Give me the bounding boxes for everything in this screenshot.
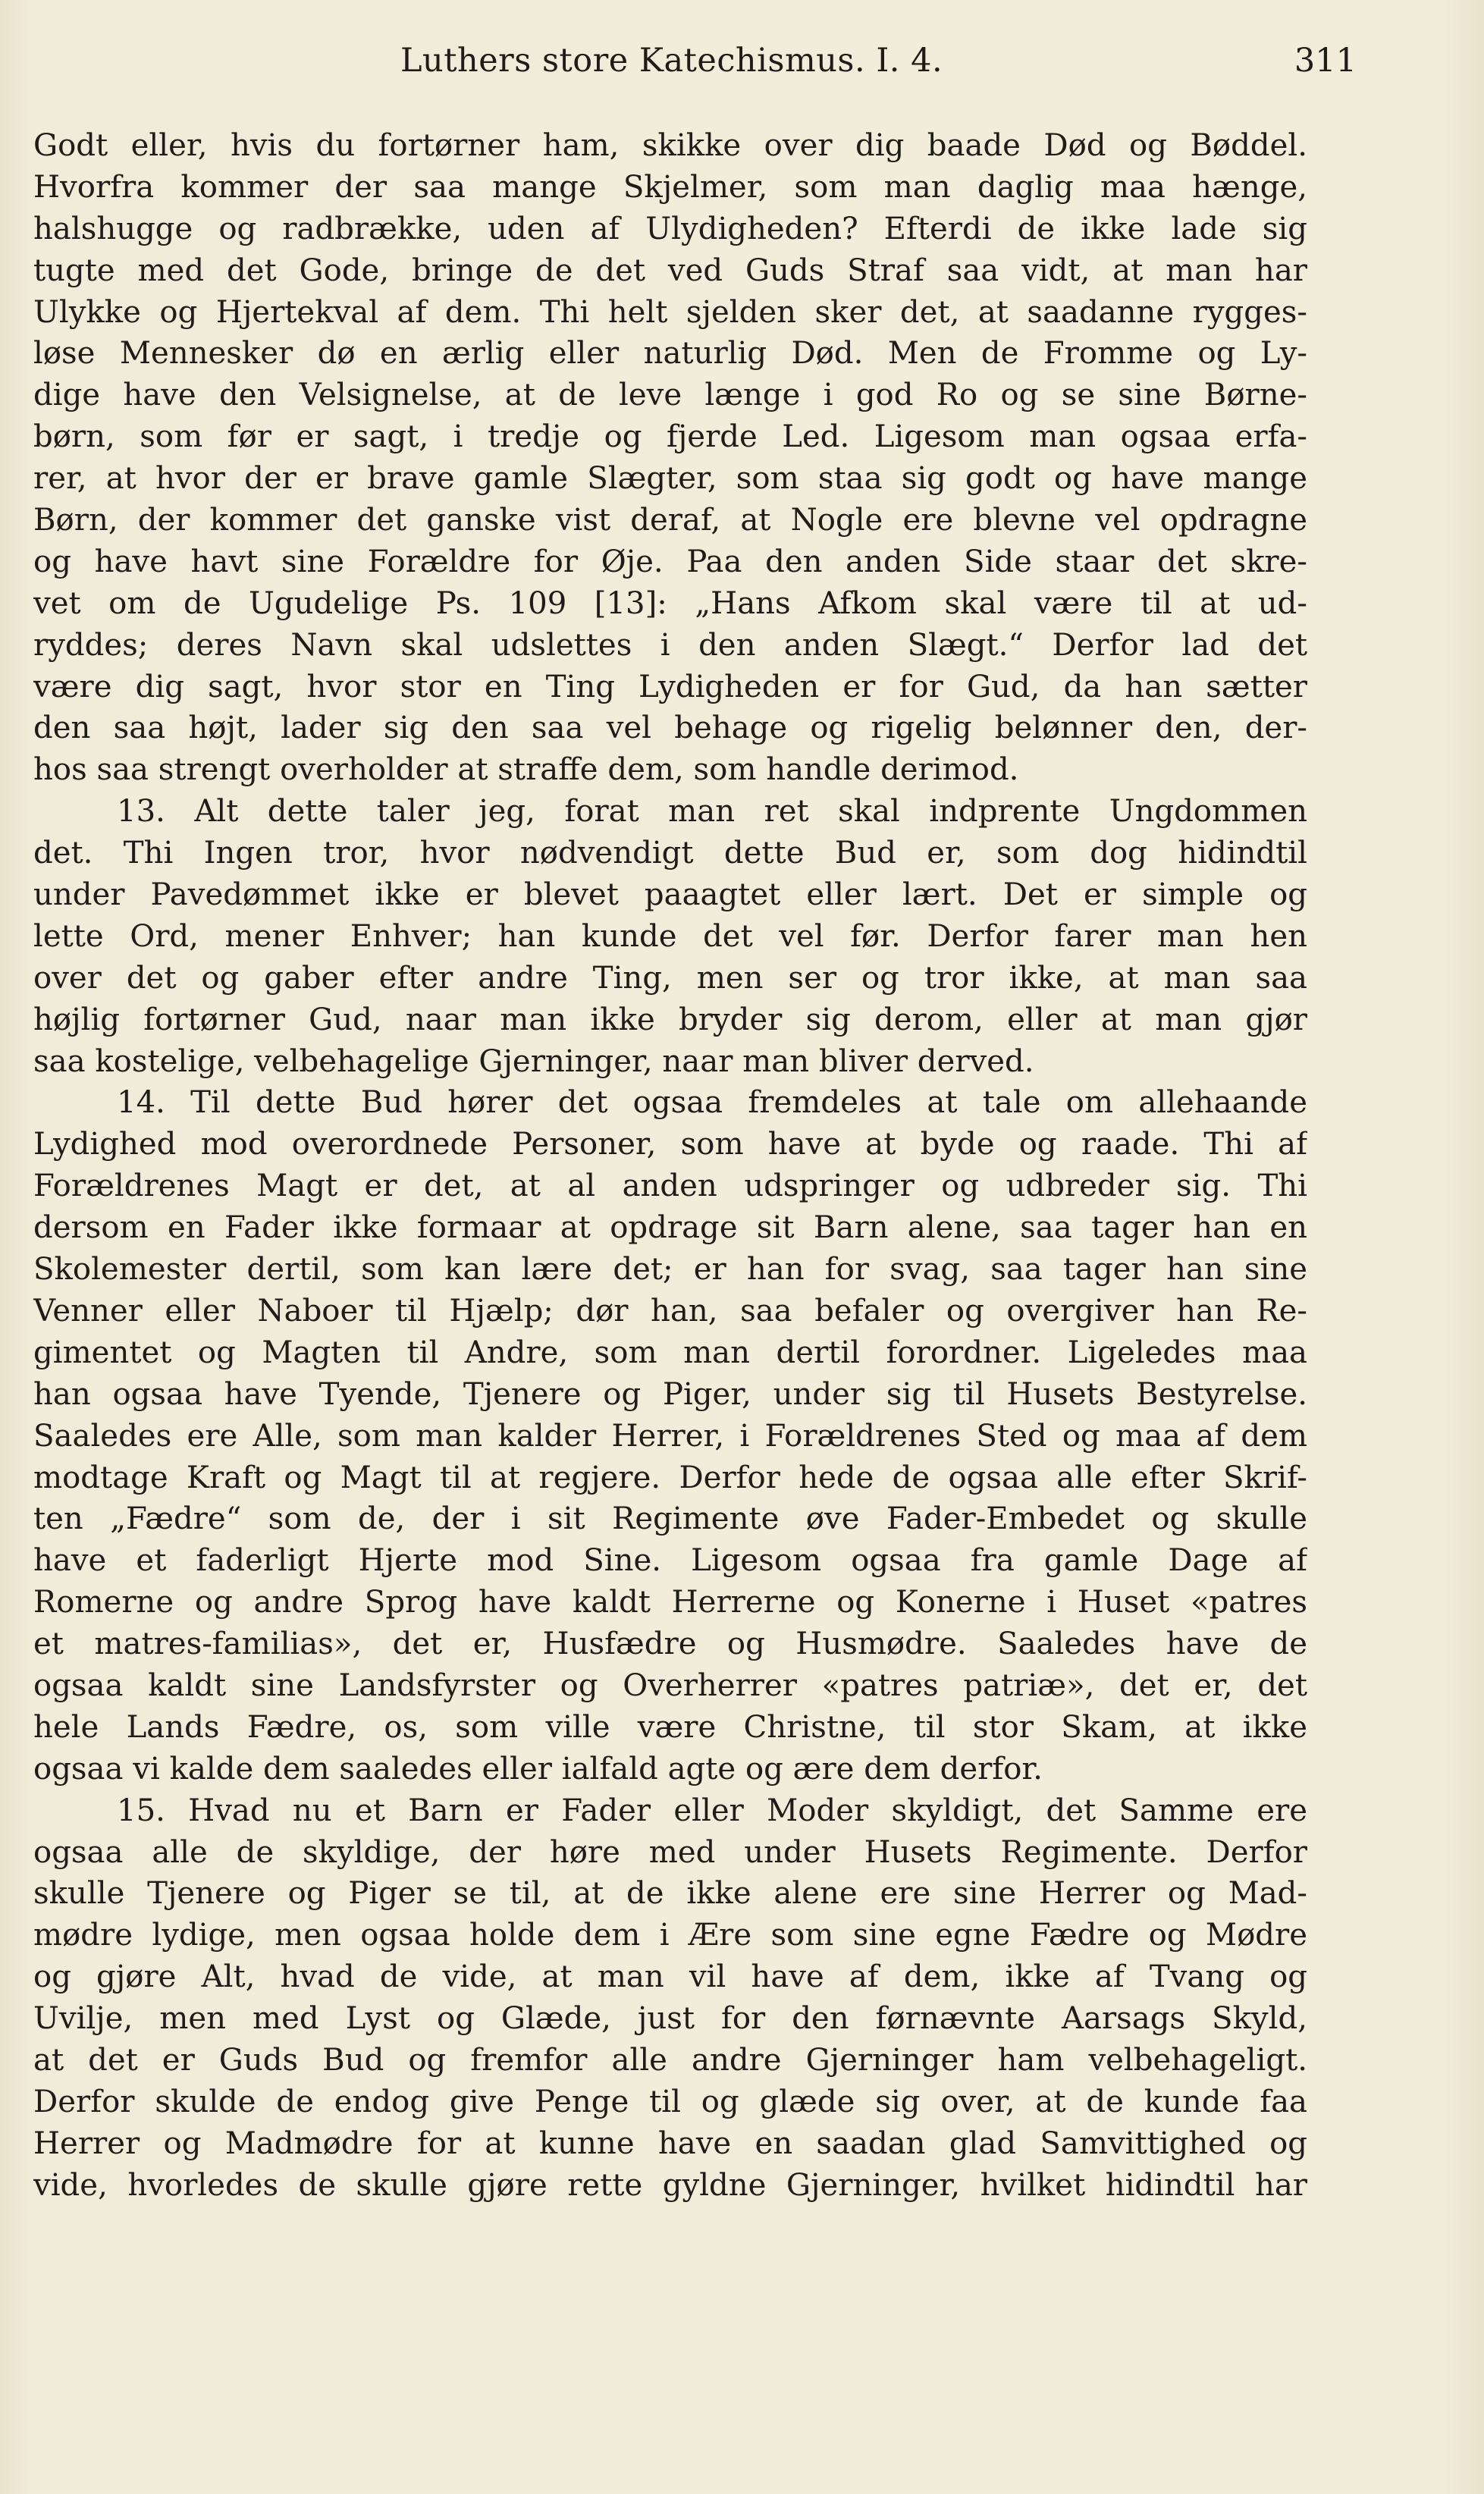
text-line: modtage Kraft og Magt til at regjere. Derfor hede de ogsaa alle efter Skrif- [33,1460,1307,1495]
text-line: Ulykke og Hjertekval af dem. Thi helt sjelden sker det, at saadanne rygges- [33,294,1307,330]
text-line: Skolemester dertil, som kan lære det; er han for svag, saa tager han sine [33,1252,1307,1288]
paragraph-start-line: 15. Hvad nu et Barn er Fader eller Moder skyldigt, det Samme ere [117,1793,1307,1828]
text-line: og gjøre Alt, hvad de vide, at man vil have af dem, ikke af Tvang og [33,1959,1307,1995]
text-line: børn, som før er sagt, i tredje og fjerde Led. Ligesom man ogsaa erfa- [33,419,1307,455]
text-line: den saa højt, lader sig den saa vel behage og rigelig belønner den, der- [33,711,1307,746]
text-line: Forældrenes Magt er det, at al anden udspringer og udbreder sig. Thi [33,1169,1307,1204]
text-line: gimentet og Magten til Andre, som man dertil forordner. Ligeledes maa [33,1335,1307,1370]
text-line: Lydighed mod overordnede Personer, som have at byde og raade. Thi af [33,1127,1307,1162]
text-line: have et faderligt Hjerte mod Sine. Ligesom ogsaa fra gamle Dage af [33,1543,1307,1579]
text-line: vet om de Ugudelige Ps. 109 [13]: „Hans Afkom skal være til at ud- [33,585,1307,621]
text-line: løse Mennesker dø en ærlig eller naturlig Død. Men de Fromme og Ly- [33,336,1307,372]
text-line: dersom en Fader ikke formaar at opdrage sit Barn alene, saa tager han en [33,1210,1307,1246]
text-line: vide, hvorledes de skulle gjøre rette gyldne Gjerninger, hvilket hidindtil har [33,2167,1307,2203]
text-line: Venner eller Naboer til Hjælp; dør han, saa befaler og overgiver han Re- [33,1293,1307,1329]
text-line: over det og gaber efter andre Ting, men ser og tror ikke, at man saa [33,960,1307,996]
text-line: det. Thi Ingen tror, hvor nødvendigt dette Bud er, som dog hidindtil [33,836,1307,871]
text-line: Saaledes ere Alle, som man kalder Herrer, i Forældrenes Sted og maa af dem [33,1418,1307,1454]
text-line: ogsaa alle de skyldige, der høre med under Husets Regimente. Derfor [33,1834,1307,1870]
text-line: Derfor skulde de endog give Penge til og glæde sig over, at de kunde faa [33,2084,1307,2119]
paragraph-start-line: 14. Til dette Bud hører det ogsaa fremdeles at tale om allehaande [117,1085,1307,1121]
text-line: hos saa strengt overholder at straffe dem, som handle derimod. [33,752,1019,788]
text-line: Godt eller, hvis du fortørner ham, skikke over dig baade Død og Bøddel. [33,128,1307,163]
text-line: hele Lands Fædre, os, som ville være Christne, til stor Skam, at ikke [33,1709,1307,1745]
text-line: højlig fortørner Gud, naar man ikke bryder sig derom, eller at man gjør [33,1002,1307,1037]
text-line: være dig sagt, hvor stor en Ting Lydigheden er for Gud, da han sætter [33,669,1307,704]
text-line: et matres-familias», det er, Husfædre og Husmødre. Saaledes have de [33,1627,1307,1662]
paragraph-start-line: 13. Alt dette taler jeg, forat man ret skal indprente Ungdommen [117,794,1307,830]
body-text [33,125,1307,2207]
text-line: Uvilje, men med Lyst og Glæde, just for den førnævnte Aarsags Skyld, [33,2001,1307,2037]
text-line: at det er Guds Bud og fremfor alle andre Gjerninger ham velbehageligt. [33,2042,1307,2078]
text-line: mødre lydige, men ogsaa holde dem i Ære som sine egne Fædre og Mødre [33,1918,1307,1953]
text-line: ogsaa vi kalde dem saaledes eller ialfald agte og ære dem derfor. [33,1751,1043,1787]
text-line: under Pavedømmet ikke er blevet paaagtet eller lært. Det er simple og [33,877,1307,913]
text-line: ogsaa kaldt sine Landsfyrster og Overherrer «patres patriæ», det er, det [33,1667,1307,1703]
text-line: ten „Fædre“ som de, der i sit Regimente øve Fader-Embedet og skulle [33,1501,1307,1537]
text-line: Børn, der kommer det ganske vist deraf, at Nogle ere blevne vel opdragne [33,503,1307,538]
text-line: tugte med det Gode, bringe de det ved Guds Straf saa vidt, at man har [33,253,1307,288]
text-line: og have havt sine Forældre for Øje. Paa den anden Side staar det skre- [33,544,1307,579]
text-line: ryddes; deres Navn skal udslettes i den anden Slægt.“ Derfor lad det [33,627,1307,663]
text-line: Herrer og Madmødre for at kunne have en saadan glad Samvittighed og [33,2125,1307,2161]
text-line: lette Ord, mener Enhver; han kunde det vel før. Derfor farer man hen [33,918,1307,954]
text-line: rer, at hvor der er brave gamle Slægter, som staa sig godt og have mange [33,461,1307,497]
text-line: dige have den Velsignelse, at de leve længe i god Ro og se sine Børne- [33,378,1307,413]
text-line: skulle Tjenere og Piger se til, at de ikke alene ere sine Herrer og Mad- [33,1876,1307,1912]
page-number: 311 [1294,42,1357,80]
text-line: saa kostelige, velbehagelige Gjerninger, naar man bliver derved. [33,1043,1034,1079]
text-line: han ogsaa have Tyende, Tjenere og Piger, under sig til Husets Bestyrelse. [33,1376,1307,1412]
running-title: Luthers store Katechismus. I. 4. [400,42,943,80]
page-header [30,42,1439,95]
text-line: Hvorfra kommer der saa mange Skjelmer, som man daglig maa hænge, [33,169,1307,205]
text-line: Romerne og andre Sprog have kaldt Herrerne og Konerne i Huset «patres [33,1585,1307,1620]
text-line: halshugge og radbrække, uden af Ulydigheden? Efterdi de ikke lade sig [33,211,1307,246]
